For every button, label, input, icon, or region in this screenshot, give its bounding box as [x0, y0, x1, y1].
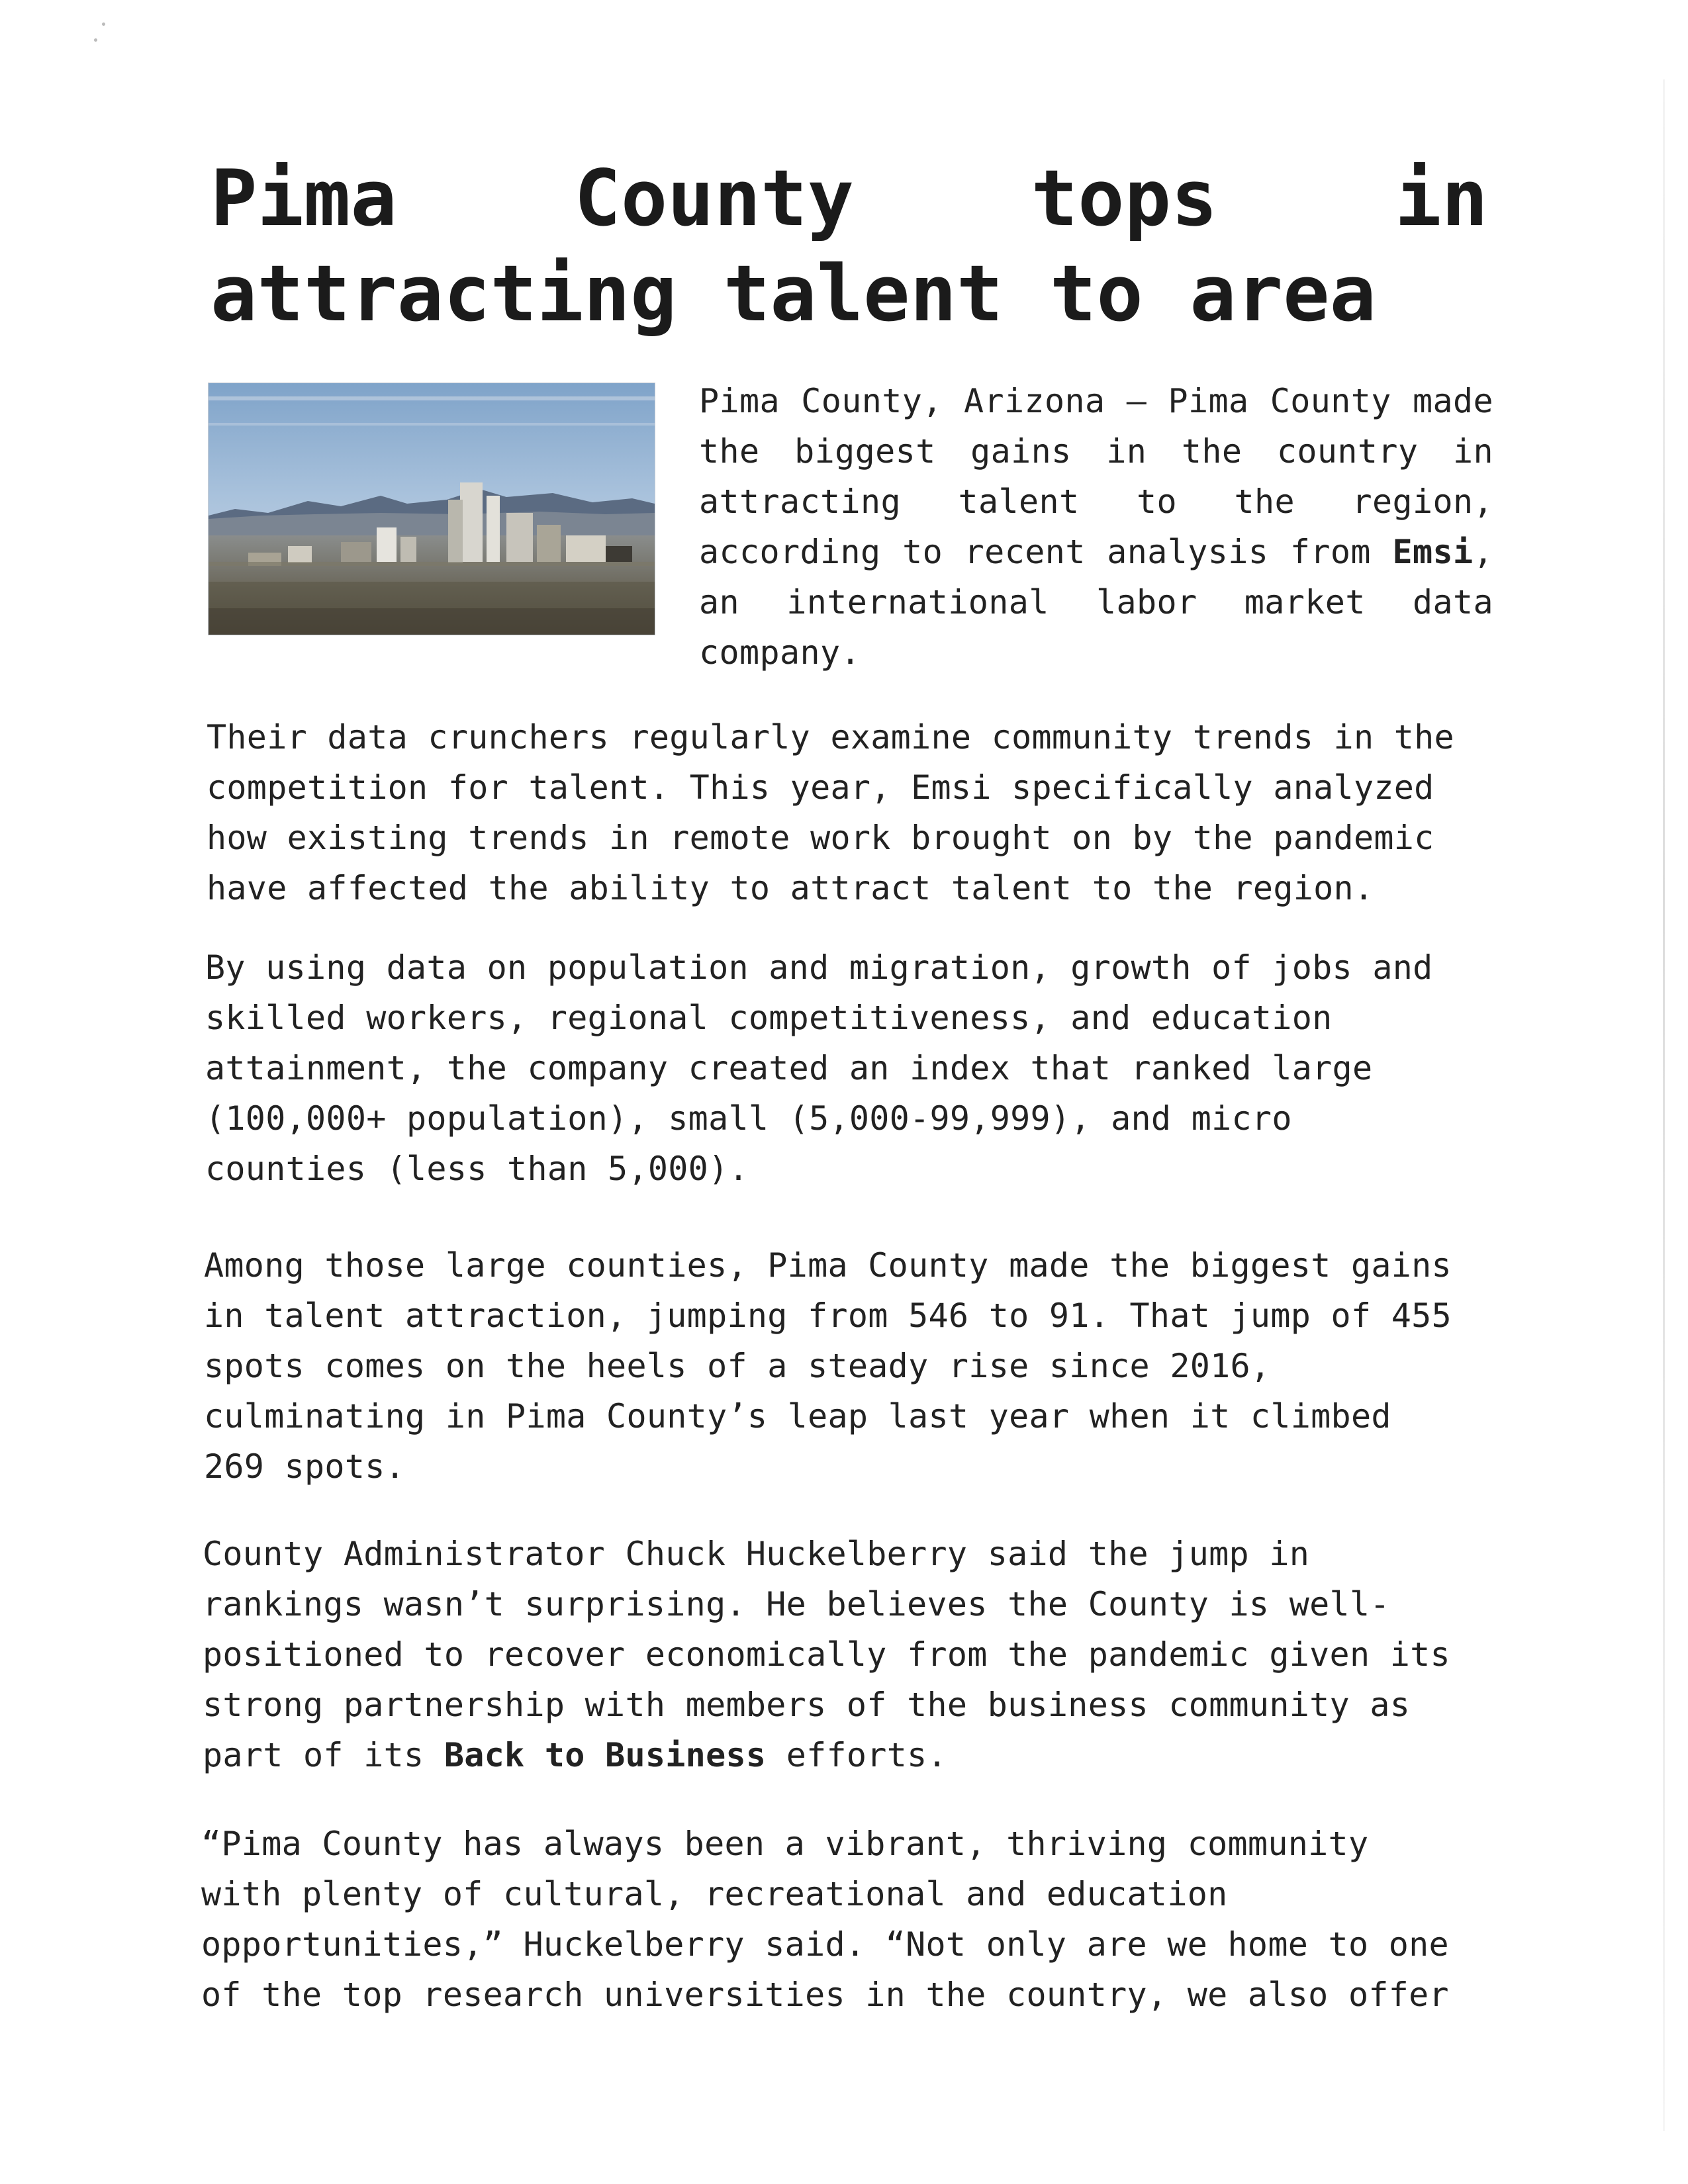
paragraph-quote: “Pima County has always been a vibrant, thriving community with plenty of cultural, recreational and education opportunities,” Huckelberry said. “Not only are we home to one of the top research universities in the country, we also offer: [201, 1825, 1449, 2014]
lead-text-end: , an international labor market data company.: [699, 533, 1493, 672]
headline-word: in: [1395, 153, 1488, 244]
paragraph-index-method: By using data on population and migration, growth of jobs and skilled workers, regional competitiveness, and education attainment, the company created an index that ranked large (100,000+ population), small (5,000-99,999), and micro counties (less than 5,000).: [205, 948, 1433, 1188]
headline: [211, 151, 1488, 341]
scan-artifact: [86, 20, 106, 46]
headline-word: Pima: [211, 153, 397, 244]
lead-text-start: Pima County, Arizona – Pima County made the biggest gains in the country in attracting talent to the region, according to recent analysis from: [699, 382, 1493, 571]
page-edge-shadow: [1663, 79, 1665, 2131]
paragraph-text-start: County Administrator Chuck Huckelberry said the jump in rankings wasn’t surprising. He believes the County is well- positioned to recover economically from the pandemic given its strong partnership with members of the business community as part of its: [203, 1535, 1450, 1774]
paragraph-huckelberry: [203, 1529, 1500, 1780]
headline-line-2: attracting talent to area: [211, 248, 1376, 339]
city-skyline-photo: [208, 383, 655, 635]
paragraph-data-crunchers: Their data crunchers regularly examine community trends in the competition for talent. This year, Emsi specifically analyzed how existing trends in remote work brought on by the pandemic have affected the ability to attract talent to the region.: [207, 718, 1454, 907]
headline-line-1: [211, 151, 1488, 246]
headline-word: County: [574, 153, 855, 244]
lead-paragraph: [699, 376, 1493, 678]
paragraph-text-end: efforts.: [766, 1736, 947, 1774]
back-to-business-bold: Back to Business: [444, 1736, 767, 1774]
headline-word: tops: [1031, 153, 1218, 244]
paragraph-rank-jump: Among those large counties, Pima County made the biggest gains in talent attraction, jumping from 546 to 91. That jump of 455 spots comes on the heels of a steady rise since 2016, culminating in Pima County’s leap last year when it climbed 269 spots.: [204, 1246, 1452, 1486]
emsi-bold-name: Emsi: [1392, 533, 1474, 571]
